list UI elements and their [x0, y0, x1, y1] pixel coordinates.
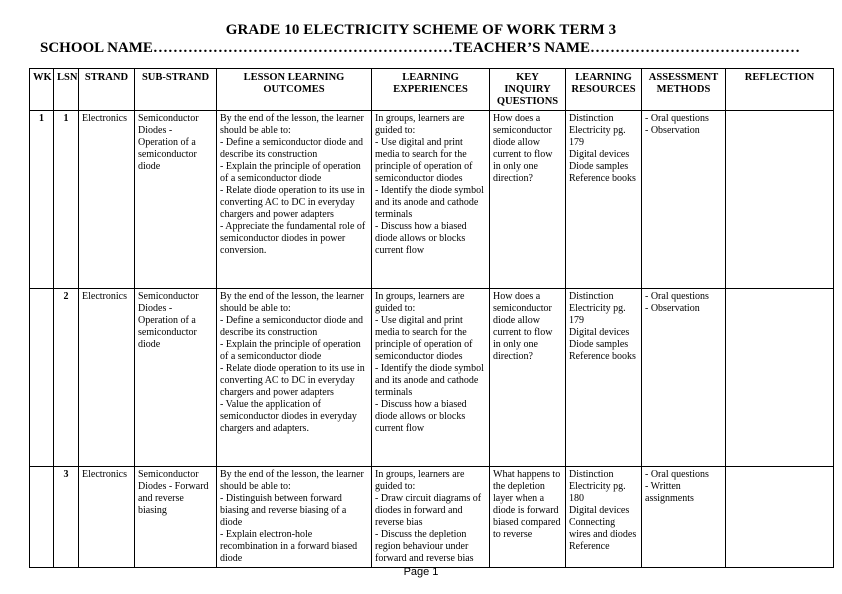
cell-resources [566, 289, 642, 467]
table-row [30, 111, 834, 289]
cell-strand: Electronics [79, 467, 135, 568]
resource-line: Distinction Electricity pg. 179 [569, 113, 626, 148]
resource-line: Distinction Electricity pg. 180 [569, 469, 626, 504]
cell-outcomes [217, 289, 372, 467]
assessment-line: - Written assignments [645, 481, 694, 504]
experience-line: In groups, learners are guided to: [375, 469, 465, 492]
experience-line: - Use digital and print media to search for the principle of operation of semiconductor diodes [375, 137, 473, 184]
cell-substrand: Semiconductor Diodes - Forward and reverse biasing [135, 467, 217, 568]
cell-strand: Electronics [79, 111, 135, 289]
resource-line: Digital devices [569, 505, 630, 516]
cell-questions: How does a semiconductor diode allow current to flow in only one direction? [490, 289, 566, 467]
scheme-of-work-table [29, 68, 834, 568]
outcome-line: - Define a semiconductor diode and describe its construction [220, 137, 364, 160]
cell-outcomes [217, 467, 372, 568]
outcome-line: - Value the application of semiconductor diodes in everyday chargers and adapters. [220, 399, 357, 434]
outcome-line: By the end of the lesson, the learner should be able to: [220, 113, 364, 136]
assessment-line: - Oral questions [645, 469, 709, 480]
header-strand: STRAND [79, 69, 135, 111]
cell-wk: 1 [30, 111, 54, 289]
header-reflection: REFLECTION [726, 69, 834, 111]
outcome-line: - Relate diode operation to its use in converting AC to DC in everyday chargers and power adapters [220, 363, 365, 398]
cell-assessment [642, 111, 726, 289]
resource-line: Diode samples [569, 339, 629, 350]
experience-line: - Draw circuit diagrams of diodes in forward and reverse bias [375, 493, 482, 528]
cell-substrand: Semiconductor Diodes - Operation of a semiconductor diode [135, 289, 217, 467]
resource-line: Reference [569, 541, 610, 552]
cell-outcomes [217, 111, 372, 289]
table-row [30, 467, 834, 568]
header-assessment: ASSESSMENT METHODS [642, 69, 726, 111]
outcome-line: - Explain the principle of operation of a semiconductor diode [220, 339, 361, 362]
cell-strand: Electronics [79, 289, 135, 467]
resource-line: Digital devices [569, 327, 630, 338]
outcome-line: By the end of the lesson, the learner should be able to: [220, 469, 364, 492]
resource-line: Diode samples [569, 161, 629, 172]
header-experiences: LEARNING EXPERIENCES [372, 69, 490, 111]
cell-wk [30, 467, 54, 568]
experience-line: - Identify the diode symbol and its anode and cathode terminals [375, 185, 484, 220]
cell-assessment [642, 289, 726, 467]
page-number: Page 1 [403, 566, 439, 578]
header-substrand: SUB-STRAND [135, 69, 217, 111]
cell-substrand: Semiconductor Diodes - Operation of a semiconductor diode [135, 111, 217, 289]
cell-wk [30, 289, 54, 467]
assessment-line: - Oral questions [645, 291, 709, 302]
outcome-line: - Explain electron-hole recombination in a forward biased diode [220, 529, 358, 564]
cell-lsn: 3 [54, 467, 79, 568]
cell-reflection [726, 467, 834, 568]
assessment-line: - Observation [645, 303, 700, 314]
cell-experiences [372, 289, 490, 467]
experience-line: - Identify the diode symbol and its anode and cathode terminals [375, 363, 484, 398]
experience-line: - Use digital and print media to search for the principle of operation of semiconductor diodes [375, 315, 473, 362]
header-row [30, 69, 834, 111]
cell-reflection [726, 111, 834, 289]
assessment-line: - Oral questions [645, 113, 709, 124]
cell-lsn: 2 [54, 289, 79, 467]
header-wk: WK [30, 69, 54, 111]
header-questions: KEY INQUIRY QUESTIONS [490, 69, 566, 111]
table-row [30, 289, 834, 467]
cell-resources [566, 111, 642, 289]
experience-line: In groups, learners are guided to: [375, 113, 465, 136]
outcome-line: - Appreciate the fundamental role of semiconductor diodes in power conversion. [220, 221, 366, 256]
cell-assessment [642, 467, 726, 568]
experience-line: - Discuss how a biased diode allows or blocks current flow [375, 399, 467, 434]
outcome-line: - Define a semiconductor diode and describe its construction [220, 315, 364, 338]
school-teacher-line: SCHOOL NAME……………………………………………………TEACHER’S NAME…………………………………… [40, 40, 801, 56]
resource-line: Reference books [569, 351, 636, 362]
outcome-line: - Relate diode operation to its use in converting AC to DC in everyday chargers and power adapters [220, 185, 365, 220]
cell-questions: What happens to the depletion layer when a diode is forward biased compared to reverse [490, 467, 566, 568]
cell-questions: How does a semiconductor diode allow current to flow in only one direction? [490, 111, 566, 289]
cell-reflection [726, 289, 834, 467]
resource-line: Distinction Electricity pg. 179 [569, 291, 626, 326]
cell-lsn: 1 [54, 111, 79, 289]
experience-line: - Discuss the depletion region behaviour under forward and reverse bias [375, 529, 474, 564]
header-outcomes: LESSON LEARNING OUTCOMES [217, 69, 372, 111]
outcome-line: - Distinguish between forward biasing and reverse biasing of a diode [220, 493, 347, 528]
experience-line: - Discuss how a biased diode allows or blocks current flow [375, 221, 467, 256]
outcome-line: By the end of the lesson, the learner should be able to: [220, 291, 364, 314]
assessment-line: - Observation [645, 125, 700, 136]
resource-line: Digital devices [569, 149, 630, 160]
resource-line: Connecting wires and diodes [569, 517, 637, 540]
document-title: GRADE 10 ELECTRICITY SCHEME OF WORK TERM 3 [225, 22, 617, 38]
header-resources: LEARNING RESOURCES [566, 69, 642, 111]
cell-experiences [372, 111, 490, 289]
cell-resources [566, 467, 642, 568]
cell-experiences [372, 467, 490, 568]
resource-line: Reference books [569, 173, 636, 184]
experience-line: In groups, learners are guided to: [375, 291, 465, 314]
outcome-line: - Explain the principle of operation of a semiconductor diode [220, 161, 361, 184]
header-lsn: LSN [54, 69, 79, 111]
